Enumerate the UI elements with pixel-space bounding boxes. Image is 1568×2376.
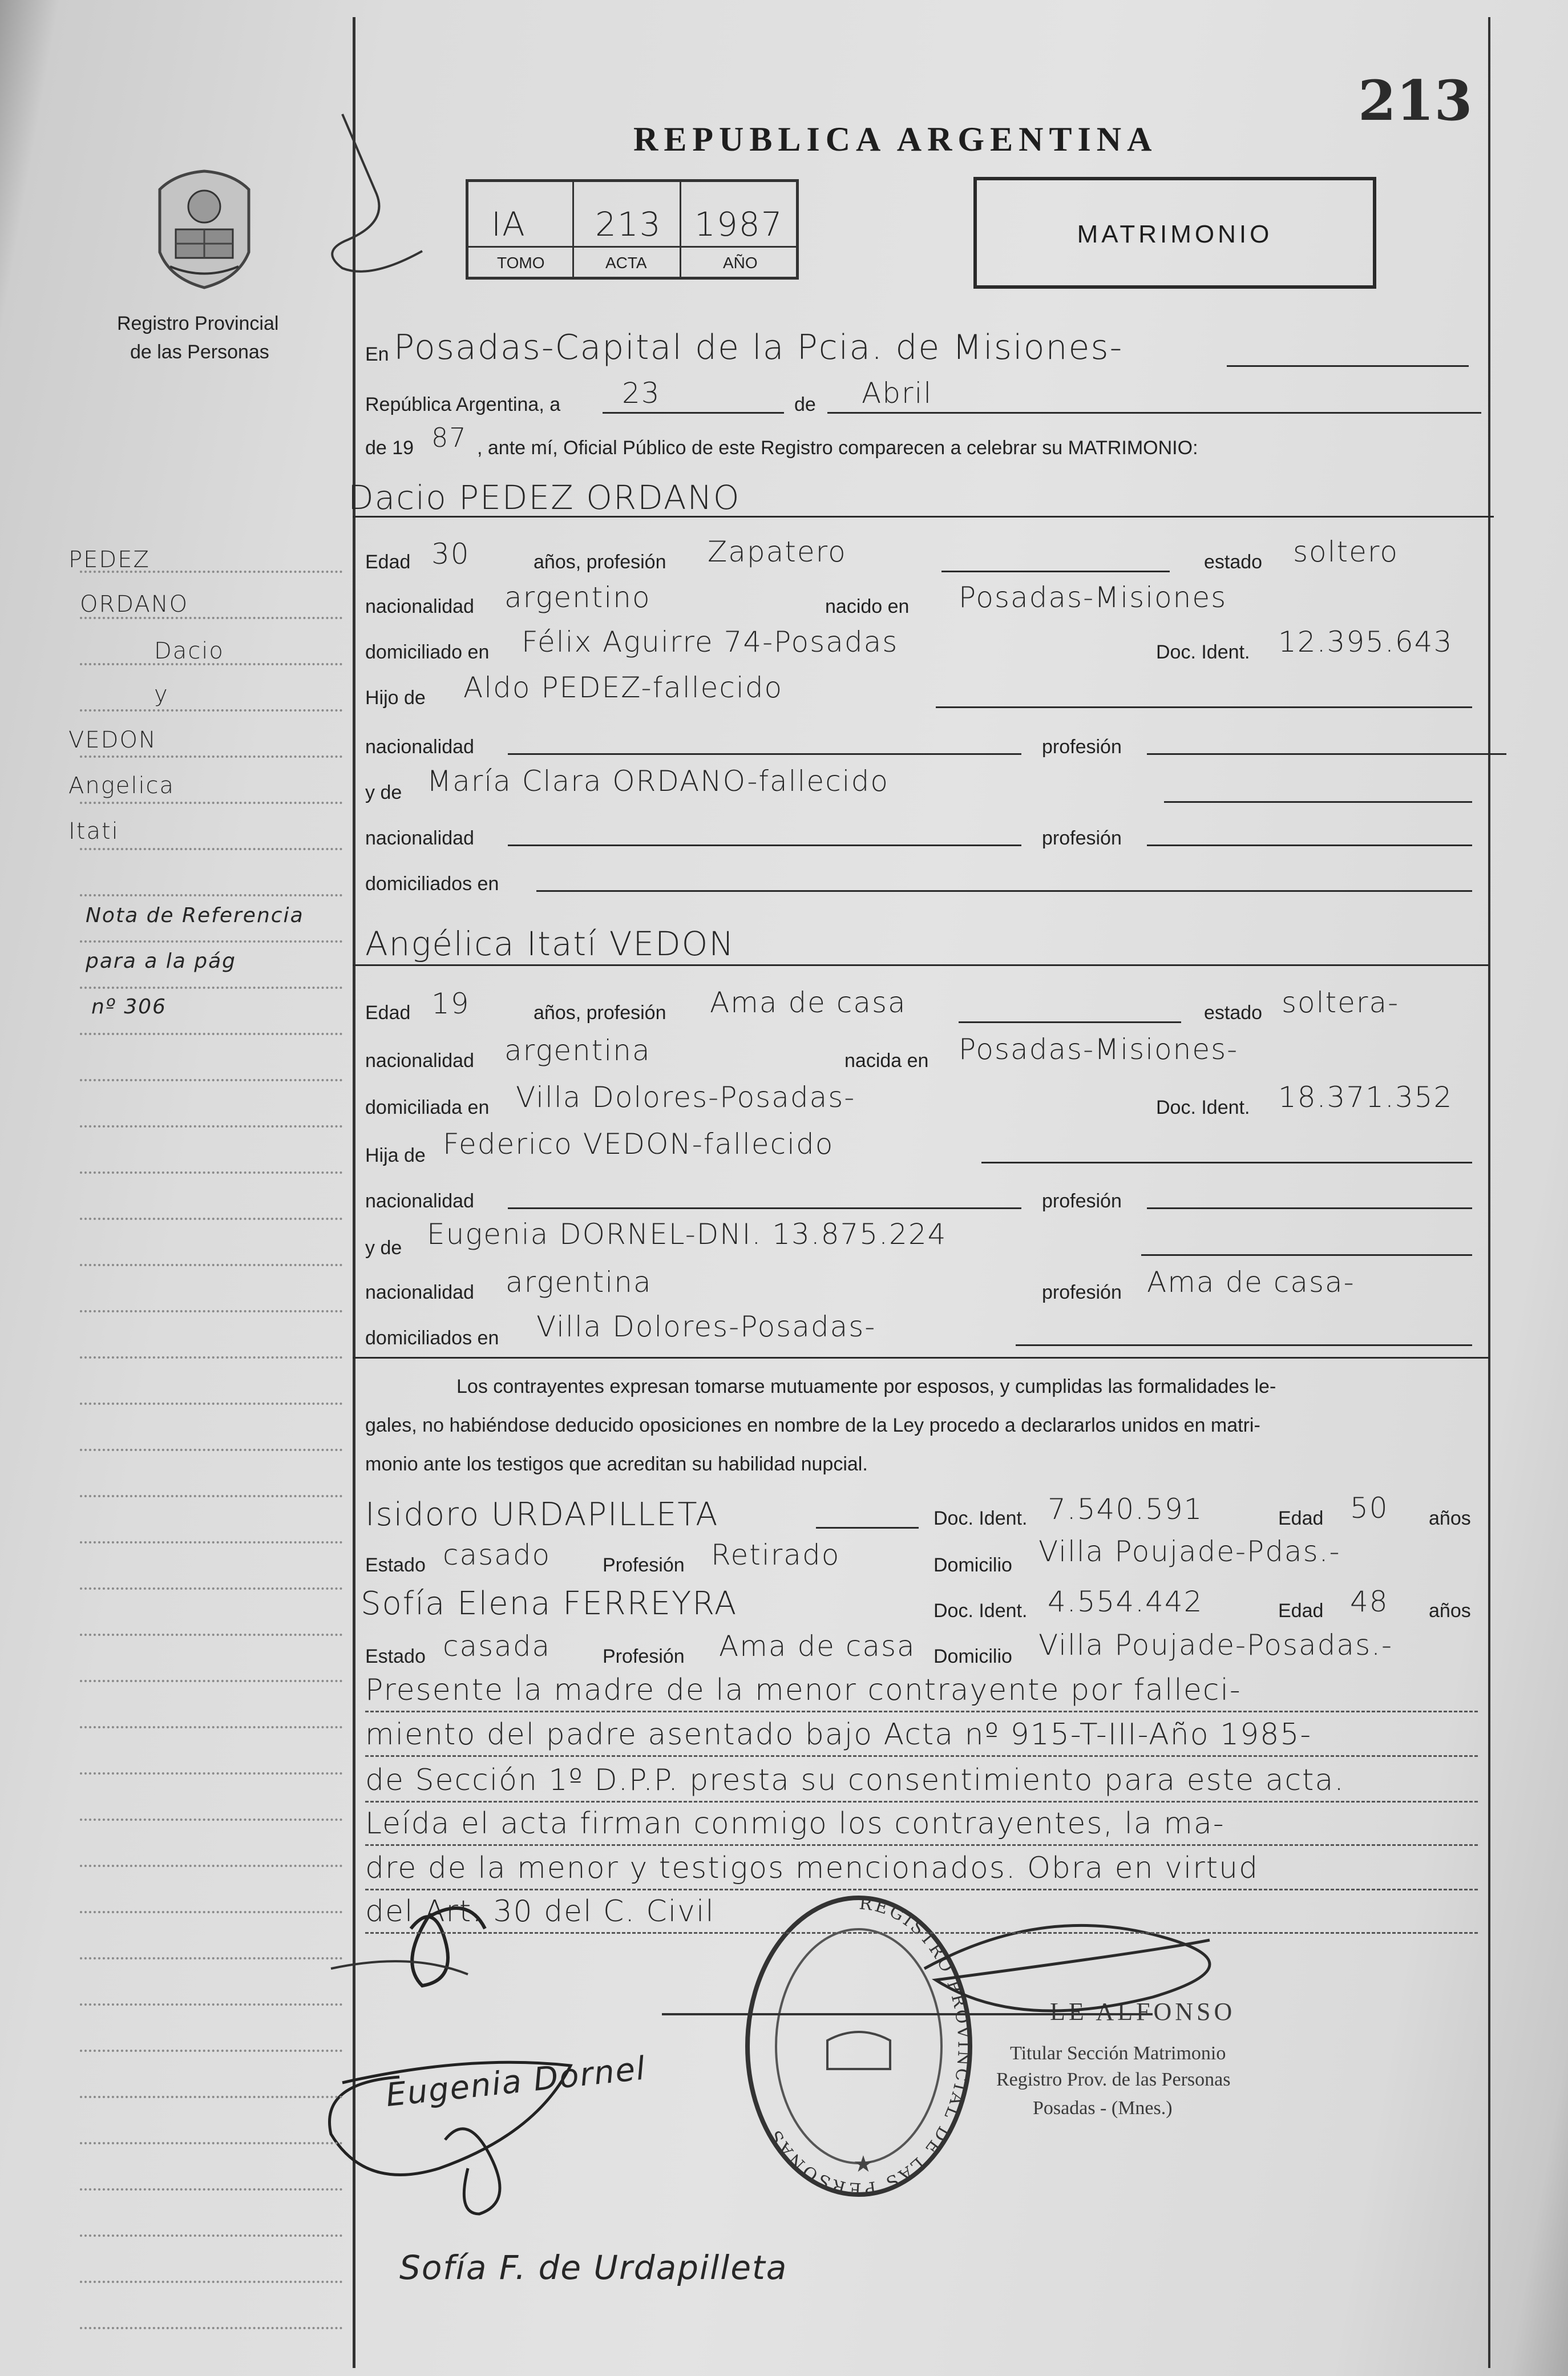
acta-value: 213	[595, 205, 662, 244]
witness1-address: Villa Poujade-Pdas.-	[1038, 1535, 1341, 1568]
margin-dotted-line	[80, 2142, 342, 2144]
place-line	[1227, 365, 1469, 367]
groom-mother-nac-label: nacionalidad	[365, 827, 474, 849]
groom-age: 30	[431, 538, 470, 571]
signature-mother: Eugenia Dornel	[384, 2050, 648, 2114]
margin-dotted-line	[80, 1726, 342, 1728]
note-line: Leída el acta firman conmigo los contrayentes, la ma-	[365, 1807, 1225, 1841]
margin-dotted-line	[80, 1449, 342, 1451]
bride-mother-profession: Ama de casa-	[1147, 1266, 1355, 1299]
groom-address: Félix Aguirre 74-Posadas	[522, 625, 899, 658]
margin-dotted-line	[80, 894, 342, 896]
margin-dotted-line	[80, 1495, 342, 1497]
official-stamp-line4: Posadas - (Mnes.)	[1033, 2098, 1173, 2119]
official-stamp-line1: LE ALFONSO	[1050, 1998, 1236, 2026]
bride-mother-nationality: argentina	[506, 1266, 652, 1299]
groom-birthplace: Posadas-Misiones	[959, 581, 1227, 614]
registry-name-line1: Registro Provincial	[117, 313, 279, 334]
signature-witness2: Sofía F. de Urdapilleta	[399, 2248, 788, 2287]
en-label: En	[365, 344, 389, 365]
groom-doc-label: Doc. Ident.	[1156, 641, 1250, 663]
witness1-name: Isidoro URDAPILLETA	[365, 1496, 719, 1533]
bride-anos-profesion-label: años, profesión	[534, 1002, 666, 1024]
witness2-age: 48	[1350, 1585, 1389, 1618]
bride-parents-dom-label: domiciliados en	[365, 1327, 499, 1349]
document-type-box	[973, 177, 1376, 289]
bride-name-rule	[353, 964, 1489, 966]
margin-dotted-line	[80, 1218, 342, 1220]
document-type: MATRIMONIO	[1077, 220, 1273, 248]
margin-bride-given-1: Angelica	[68, 773, 175, 799]
province-seal-icon	[147, 167, 261, 292]
groom-nacionalidad-label: nacionalidad	[365, 596, 474, 617]
margin-dotted-line	[80, 1403, 342, 1405]
ano-value: 1987	[694, 205, 783, 244]
witness1-profesion-label: Profesión	[603, 1554, 685, 1576]
note-underline	[365, 1755, 1478, 1757]
witness2-estado-label: Estado	[365, 1646, 426, 1667]
margin-dotted-line	[80, 1911, 342, 1913]
groom-parents-dom-line	[536, 890, 1472, 892]
month-line	[827, 412, 1481, 414]
groom-father-nac-label: nacionalidad	[365, 736, 474, 758]
groom-civil-status: soltero	[1293, 535, 1399, 568]
margin-dotted-line	[80, 1957, 342, 1959]
groom-mother-nac-line	[508, 844, 1021, 846]
bride-profession-line	[959, 1021, 1181, 1023]
note-line: dre de la menor y testigos mencionados. Obra en virtud	[365, 1851, 1259, 1885]
bride-father-prof-line	[1147, 1207, 1472, 1209]
groom-mother-prof-line	[1147, 844, 1472, 846]
margin-dotted-line	[80, 1310, 342, 1312]
groom-mother-line	[1164, 801, 1472, 803]
right-margin-rule	[1488, 17, 1490, 2368]
margin-groom-surname-1: PEDEZ	[68, 547, 150, 573]
witness2-doc-label: Doc. Ident.	[933, 1600, 1028, 1622]
margin-reference-note-2: para a la pág	[86, 949, 236, 973]
pen-mark	[308, 108, 439, 297]
republica-label: República Argentina, a	[365, 394, 561, 415]
margin-dotted-line	[80, 1079, 342, 1081]
bride-address: Villa Dolores-Posadas-	[516, 1081, 856, 1114]
note-line: Presente la madre de la menor contrayente por falleci-	[365, 1673, 1242, 1707]
margin-reference-note-3: nº 306	[91, 995, 167, 1019]
bride-nationality: argentina	[504, 1034, 651, 1067]
bride-hija-label: Hija de	[365, 1145, 426, 1166]
declaration-line-1: Los contrayentes expresan tomarse mutuamente por esposos, y cumplidas las formalidades le-	[456, 1376, 1276, 1397]
witness1-doc-number: 7.540.591	[1048, 1493, 1203, 1526]
margin-bride-given-2: Itati	[68, 818, 119, 844]
bride-mother-prof-label: profesión	[1042, 1282, 1122, 1303]
margin-conjunction: y	[154, 681, 169, 708]
month-value: Abril	[862, 377, 933, 410]
country-title: REPUBLICA ARGENTINA	[633, 120, 1158, 158]
groom-profession: Zapatero	[708, 535, 847, 568]
witness2-name: Sofía Elena FERREYRA	[361, 1585, 738, 1622]
bride-father-prof-label: profesión	[1042, 1190, 1122, 1212]
groom-father-prof-line	[1147, 753, 1506, 755]
margin-reference-note-1: Nota de Referencia	[86, 904, 304, 927]
margin-dotted-line	[80, 2327, 342, 2329]
appear-text: , ante mí, Oficial Público de este Registro comparecen a celebrar su MATRIMONIO:	[477, 437, 1198, 459]
witness2-profession: Ama de casa	[719, 1630, 916, 1663]
bride-parents-dom-line	[1016, 1344, 1472, 1346]
bride-birthplace: Posadas-Misiones-	[959, 1033, 1239, 1066]
bride-parents-address: Villa Dolores-Posadas-	[536, 1310, 876, 1343]
groom-nacido-label: nacido en	[825, 596, 910, 617]
margin-dotted-line	[80, 1587, 342, 1590]
witness1-civil-status: casado	[443, 1538, 551, 1571]
margin-dotted-line	[80, 2188, 342, 2191]
margin-dotted-line	[80, 2050, 342, 2052]
bride-edad-label: Edad	[365, 1002, 411, 1024]
margin-dotted-line	[80, 2003, 342, 2006]
bride-doc-label: Doc. Ident.	[1156, 1097, 1250, 1118]
witness2-civil-status: casada	[443, 1630, 551, 1663]
groom-anos-profesion-label: años, profesión	[534, 551, 666, 573]
witness1-profession: Retirado	[711, 1538, 840, 1571]
witness2-doc-number: 4.554.442	[1048, 1585, 1203, 1618]
margin-dotted-line	[80, 2096, 342, 2098]
bride-nacida-label: nacida en	[844, 1050, 929, 1072]
groom-father-line	[936, 706, 1472, 708]
note-line: del Art. 30 del C. Civil	[365, 1894, 715, 1929]
groom-father-nac-line	[508, 753, 1021, 755]
margin-dotted-line	[80, 1033, 342, 1035]
bride-mother-line	[1141, 1254, 1472, 1256]
tomo-value: IA	[491, 205, 526, 244]
witness2-domicilio-label: Domicilio	[933, 1646, 1012, 1667]
margin-dotted-line	[80, 1772, 342, 1775]
witness1-anos-label: años	[1429, 1508, 1471, 1529]
year-suffix: 87	[431, 422, 467, 453]
witness1-estado-label: Estado	[365, 1554, 426, 1576]
bride-profession: Ama de casa	[710, 986, 907, 1019]
note-underline	[365, 1844, 1478, 1846]
witness2-profesion-label: Profesión	[603, 1646, 685, 1667]
bride-doc-number: 18.371.352	[1278, 1081, 1453, 1114]
groom-mother: María Clara ORDANO-fallecido	[427, 765, 889, 798]
declaration-line-2: gales, no habiéndose deducido oposiciones en nombre de la Ley procedo a declararlos unidos en matri-	[365, 1415, 1260, 1436]
tomo-acta-ano-box	[466, 179, 799, 280]
margin-bride-surname: VEDON	[68, 727, 157, 753]
groom-full-name: Dacio PEDEZ ORDANO	[348, 478, 741, 517]
margin-dotted-line	[80, 663, 342, 665]
groom-profession-line	[941, 571, 1170, 572]
witness1-domicilio-label: Domicilio	[933, 1554, 1012, 1576]
margin-groom-surname-2: ORDANO	[80, 591, 189, 617]
margin-dotted-line	[80, 1541, 342, 1543]
groom-y-de-label: y de	[365, 782, 402, 803]
witness2-anos-label: años	[1429, 1600, 1471, 1622]
margin-dotted-line	[80, 2234, 342, 2237]
margin-dotted-line	[80, 755, 342, 758]
groom-hijo-label: Hijo de	[365, 687, 426, 709]
groom-father-prof-label: profesión	[1042, 736, 1122, 758]
groom-father: Aldo PEDEZ-fallecido	[463, 671, 783, 704]
note-underline	[365, 1932, 1478, 1934]
groom-estado-label: estado	[1204, 551, 1263, 573]
note-underline	[365, 1889, 1478, 1890]
bride-age: 19	[431, 987, 470, 1020]
margin-dotted-line	[80, 940, 342, 943]
groom-doc-number: 12.395.643	[1278, 625, 1453, 658]
bride-father: Federico VEDON-fallecido	[443, 1128, 834, 1161]
groom-parents-dom-label: domiciliados en	[365, 873, 499, 895]
margin-dotted-line	[80, 1171, 342, 1174]
bride-nacionalidad-label: nacionalidad	[365, 1050, 474, 1072]
groom-name-rule	[353, 516, 1494, 518]
year-prefix: de 19	[365, 437, 414, 459]
margin-dotted-line	[80, 1125, 342, 1128]
round-seal-text: REGISTRO PROVINCIAL DE LAS PERSONAS	[764, 1893, 974, 2199]
groom-domiciliado-label: domiciliado en	[365, 641, 490, 663]
margin-dotted-line	[80, 571, 342, 573]
day-line	[603, 412, 784, 414]
groom-edad-label: Edad	[365, 551, 411, 573]
official-stamp-line2: Titular Sección Matrimonio	[1010, 2043, 1226, 2064]
margin-dotted-line	[80, 1264, 342, 1266]
official-stamp-line3: Registro Prov. de las Personas	[996, 2069, 1231, 2090]
note-underline	[365, 1711, 1478, 1712]
witness2-edad-label: Edad	[1278, 1600, 1324, 1622]
ano-label: AÑO	[723, 254, 758, 272]
bride-father-line	[981, 1162, 1472, 1163]
de-label: de	[794, 394, 816, 415]
groom-nationality: argentino	[504, 581, 651, 614]
margin-groom-given: Dacio	[154, 638, 224, 664]
witness2-address: Villa Poujade-Posadas.-	[1038, 1629, 1393, 1662]
bride-father-nac-line	[508, 1207, 1021, 1209]
margin-dotted-line	[80, 802, 342, 804]
margin-dotted-line	[80, 1356, 342, 1359]
place-value: Posadas-Capital de la Pcia. de Misiones-	[394, 328, 1124, 367]
witness1-age: 50	[1350, 1492, 1389, 1525]
note-line: de Sección 1º D.P.P. presta su consentimiento para este acta.	[365, 1763, 1345, 1797]
witness1-edad-label: Edad	[1278, 1508, 1324, 1529]
bride-father-nac-label: nacionalidad	[365, 1190, 474, 1212]
margin-dotted-line	[80, 2281, 342, 2283]
bride-estado-label: estado	[1204, 1002, 1263, 1024]
tomo-label: TOMO	[497, 254, 545, 272]
bride-y-de-label: y de	[365, 1237, 402, 1259]
bride-mother: Eugenia DORNEL-DNI. 13.875.224	[427, 1218, 947, 1251]
acta-label: ACTA	[605, 254, 647, 272]
margin-dotted-line	[80, 987, 342, 989]
bride-domiciliada-label: domiciliada en	[365, 1097, 490, 1118]
margin-dotted-line	[80, 709, 342, 712]
svg-text:★: ★	[853, 2152, 874, 2177]
bride-mother-nac-label: nacionalidad	[365, 1282, 474, 1303]
margin-dotted-line	[80, 848, 342, 850]
bride-block-end-rule	[353, 1357, 1489, 1359]
margin-dotted-line	[80, 1865, 342, 1867]
margin-dotted-line	[80, 617, 342, 619]
note-line: miento del padre asentado bajo Acta nº 915-T-III-Año 1985-	[365, 1718, 1312, 1752]
registry-name-line2: de las Personas	[130, 341, 269, 363]
margin-dotted-line	[80, 1819, 342, 1821]
margin-dotted-line	[80, 1634, 342, 1636]
witness1-name-line	[816, 1527, 919, 1529]
declaration-line-3: monio ante los testigos que acreditan su habilidad nupcial.	[365, 1453, 868, 1475]
bride-full-name: Angélica Itatí VEDON	[365, 924, 735, 963]
note-underline	[365, 1801, 1478, 1803]
witness1-doc-label: Doc. Ident.	[933, 1508, 1028, 1529]
bride-civil-status: soltera-	[1282, 986, 1400, 1019]
groom-mother-prof-label: profesión	[1042, 827, 1122, 849]
margin-dotted-line	[80, 1680, 342, 1682]
day-value: 23	[622, 377, 661, 410]
page-number: 213	[1358, 68, 1473, 133]
